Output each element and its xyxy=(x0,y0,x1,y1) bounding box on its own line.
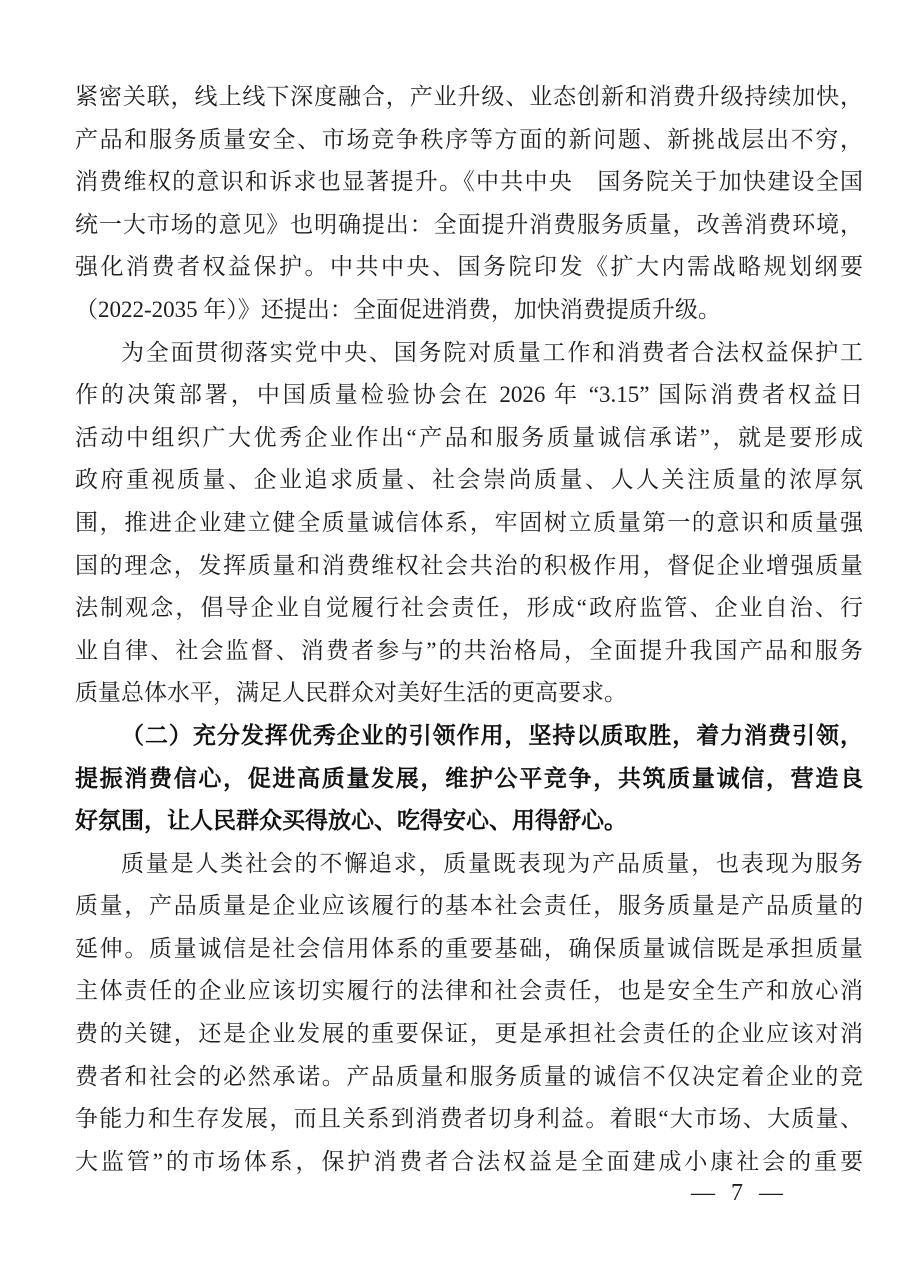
text-line: 活动中组织广大优秀企业作出“产品和服务质量诚信承诺”，就是要形成 xyxy=(75,424,863,450)
text-line: 为全面贯彻落实党中央、国务院对质量工作和消费者合法权益保护工 xyxy=(121,339,863,365)
text-line: 围，推进企业建立健全质量诚信体系，牢固树立质量第一的意识和质量强 xyxy=(75,509,863,535)
text-line: 好氛围，让人民群众买得放心、吃得安心、用得舒心。 xyxy=(75,808,627,834)
page-number: — 7 — xyxy=(691,1180,788,1206)
text-line: 业自律、社会监督、消费者参与”的共治格局，全面提升我国产品和服务 xyxy=(75,637,863,663)
text-line: 统一大市场的意见》也明确提出：全面提升消费服务质量，改善消费环境， xyxy=(75,211,863,237)
text-line: 质量，产品质量是企业应该履行的基本社会责任，服务质量是产品质量的 xyxy=(75,893,863,919)
text-line: 强化消费者权益保护。中共中央、国务院印发《扩大内需战略规划纲要 xyxy=(75,254,863,280)
text-line: 作的决策部署，中国质量检验协会在 2026 年 “3.15” 国际消费者权益日 xyxy=(75,382,863,408)
document-text-block xyxy=(75,76,863,1183)
text-line: 费者和社会的必然承诺。产品质量和服务质量的诚信不仅决定着企业的竞 xyxy=(75,1063,863,1089)
text-line: 法制观念，倡导企业自觉履行社会责任，形成“政府监管、企业自治、行 xyxy=(75,595,863,621)
text-line: 提振消费信心，促进高质量发展，维护公平竞争，共筑质量诚信，营造良 xyxy=(75,765,863,791)
text-line: 质量是人类社会的不懈追求，质量既表现为产品质量，也表现为服务 xyxy=(121,850,863,876)
text-line: 争能力和生存发展，而且关系到消费者切身利益。着眼“大市场、大质量、 xyxy=(75,1106,863,1132)
text-line: 主体责任的企业应该切实履行的法律和社会责任，也是安全生产和放心消 xyxy=(75,978,863,1004)
text-line: 消费维权的意识和诉求也显著提升。《中共中央 国务院关于加快建设全国 xyxy=(75,169,863,195)
text-line: 质量总体水平，满足人民群众对美好生活的更高要求。 xyxy=(75,680,627,706)
text-line: 紧密关联，线上线下深度融合，产业升级、业态创新和消费升级持续加快， xyxy=(75,84,863,109)
text-line: 政府重视质量、企业追求质量、社会崇尚质量、人人关注质量的浓厚氛 xyxy=(75,467,863,493)
text-line: 产品和服务质量安全、市场竞争秩序等方面的新问题、新挑战层出不穷， xyxy=(75,126,863,152)
text-line: 费的关键，还是企业发展的重要保证，更是承担社会责任的企业应该对消 xyxy=(75,1021,863,1047)
text-line: 延伸。质量诚信是社会信用体系的重要基础，确保质量诚信既是承担质量 xyxy=(75,935,863,961)
text-line: 国的理念，发挥质量和消费维权社会共治的积极作用，督促企业增强质量 xyxy=(75,552,863,578)
text-line: （二）充分发挥优秀企业的引领作用，坚持以质取胜，着力消费引领， xyxy=(121,722,863,748)
text-line: （2022-2035 年）》还提出：全面促进消费，加快消费提质升级。 xyxy=(75,296,721,322)
text-line: 大监管”的市场体系，保护消费者合法权益是全面建成小康社会的重要 xyxy=(75,1148,863,1174)
